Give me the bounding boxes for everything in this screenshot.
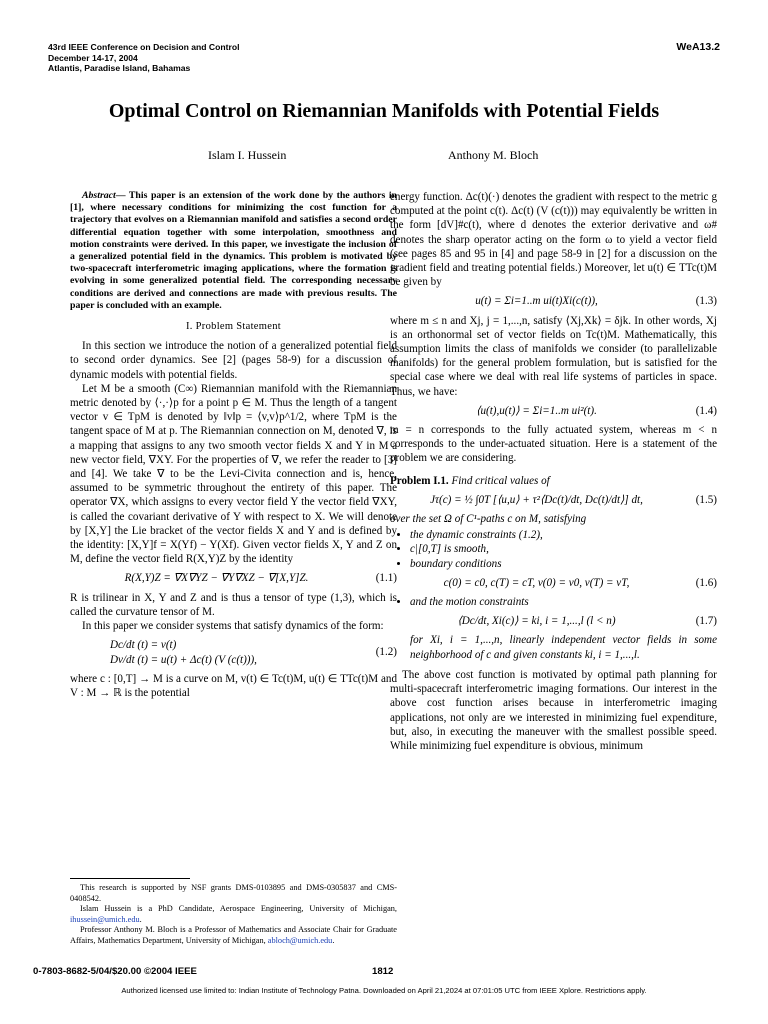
section-heading: I. Problem Statement [186,321,281,333]
equation-1-5 [390,493,717,507]
equation-number: (1.4) [695,404,717,417]
list-item: • boundary conditions [410,557,717,571]
abstract-text: — This paper is an extension of the work done by the authors in [1], where necessary conditions for minimizing the cost function for a trajectory that evolves on a Riemannian manifold and satisfies a second order differential equation together with some interpolation, smoothness and motion constraints were derived. In this paper, we investigate the inclusion of a generalized potential field in the dynamics. This problem is motivated by two-spacecraft interferometric imaging applications, where the formation is evolving in some generalized potential field. The corresponding necessary conditions are derived and connections are made with previous results. The paper is concluded with an example. [70,190,397,311]
footnote-funding: This research is supported by NSF grants DMS-0103895 and DMS-0305837 and CMS-0408542. [70,883,397,903]
paragraph-manifold: Let M be a smooth (C∞) Riemannian manifold with the Riemannian metric denoted by ⟨·,·⟩p for a point p ∈ M. Thus the length of a tangent vector v ∈ TpM is denoted by ‖v‖p = ⟨v,v⟩p^1/2, where TpM is the tangent space of M at p. The Riemannian connection on M, denoted ∇, is a mapping that assigns to any two smooth vector fields X and Y in M a new vector field, ∇XY. For the properties of ∇, we refer the reader to [3] and [4]. We take ∇ to be the Levi-Civita connection and is, hence, assumed to be symmetric throughout the entirety of this paper. The operator ∇X, which assigns to every vector field Y the vector field ∇XY, is called the covariant derivative of Y with respect to X. We will denote by [X,Y] the Lie bracket of the vector fields X and Y and is defined by the identity: [X,Y]f = X(Yf) − Y(Xf). Given vector fields X, Y and Z on M, define the vector field R(X,Y)Z by the identity [70,382,397,566]
list-item: • the dynamic constraints (1.2), [410,528,717,542]
conference-name: 43rd IEEE Conference on Decision and Control [48,42,240,52]
footnote-rule [70,878,190,879]
paragraph-energy: energy function. Δc(t)(·) denotes the gradient with respect to the metric g computed at the point c(t). Δc(t) (V (c(t))) may equivalently be written in the form [dV]#c(t), where d denotes the exterior derivative and ω# denotes the sharp operator acting on the form ω to yield a vector field (see pages 85 and 95 in [4] and page 58-9 in [2] for a discussion on the gradient field and treating potential fields.) Moreover, let u(t) ∈ TTc(t)M be given by [390,191,717,289]
equation-number: (1.7) [695,615,717,628]
constraint-list [390,528,717,571]
equation-1-4 [390,404,717,418]
equation-body: ⟨u(t),u(t)⟩ = Σi=1..m ui²(t). [476,404,597,417]
paragraph-curve: where c : [0,T] → M is a curve on M, v(t) ∈ Tc(t)M, u(t) ∈ TTc(t)M and V : M → ℝ is the potential [70,672,397,699]
equation-1-3 [390,294,717,308]
equation-1-7 [390,614,717,628]
problem-text: Find critical values of [451,474,550,487]
constraint-intro: over the set Ω of C¹-paths c on M, satisfying [390,513,587,526]
session-id: WeA13.2 [676,41,720,53]
author-bloch: Anthony M. Bloch [448,148,539,162]
email-link-hussein[interactable]: ihussein@umich.edu [70,914,140,924]
abstract [70,190,397,312]
conference-dates: December 14-17, 2004 [48,52,138,63]
isbn-copyright: 0-7803-8682-5/04/$20.00 ©2004 IEEE [33,966,197,977]
constraint-list-continued [390,595,717,609]
equation-line-b: Dv/dt (t) = u(t) + Δc(t) (V (c(t))), [110,653,257,666]
paragraph-dynamics: In this paper we consider systems that satisfy dynamics of the form: [82,620,384,633]
conference-location: Atlantis, Paradise Island, Bahamas [48,63,191,73]
equation-number: (1.3) [695,295,717,308]
problem-statement [390,474,717,488]
equation-number: (1.2) [375,646,397,659]
paragraph-motivation: The above cost function is motivated by optimal path planning for multi-spacecraft interferometric imaging formations. Our interest in the above cost function arises because in interferometric imaging applications, not only are we interested in minimizing fuel expenditure, but, also, in executing the maneuver with the smallest possible speed. While minimizing fuel expenditure is obvious, minimum [390,668,717,752]
paragraph-orthonormal: where m ≤ n and Xj, j = 1,...,n, satisfy ⟨Xj,Xk⟩ = δjk. In other words, Xj is an orthonormal set of vector fields on Tc(t)M. Mathematically, this assumption limits the class of manifolds we consider (to parallelizable manifolds) for the general problem formulation, but is satisfied for the special case where we deal with real life systems of particles in space. Thus, we have: [390,314,717,398]
paragraph-intro: In this section we introduce the notion of a generalized potential field to second order dynamics. See [2] (pages 58-9) for a discussion of dynamic models with potential fields. [70,340,397,381]
equation-number: (1.5) [695,493,717,506]
equation-body: c(0) = c0, c(T) = cT, v(0) = v0, v(T) = vT, [443,576,630,589]
equation-1-6 [390,576,717,590]
paragraph-curvature: R is trilinear in X, Y and Z and is thus a tensor of type (1,3), which is called the curvature tensor of M. [70,591,397,618]
equation-body: R(X,Y)Z = ∇X∇YZ − ∇Y∇XZ − ∇[X,Y]Z. [124,572,309,585]
page-number: 1812 [372,966,394,977]
equation-1-1 [70,571,397,585]
equation-body: Jτ(c) = ½ ∫0T [⟨u,u⟩ + τ²⟨Dc(t)/dt, Dc(t)/dt⟩] dt, [430,493,643,506]
conference-header [48,42,239,74]
author-hussein: Islam I. Hussein [208,148,287,162]
left-column [70,190,397,700]
list-item: • and the motion constraints [410,595,717,609]
license-notice: Authorized licensed use limited to: Indian Institute of Technology Patna. Downloaded on April 21,2024 at 07:01:05 UTC from IEEE Xplore. Restrictions apply. [121,986,647,995]
problem-label: Problem I.1. [390,474,449,487]
right-column [390,190,717,753]
footnote-hussein: Islam Hussein is a PhD Candidate, Aerospace Engineering, University of Michigan, ihussein@umich.edu. [70,904,397,924]
footnote-bloch: Professor Anthony M. Bloch is a Professor of Mathematics and Associate Chair for Graduate Affairs, Mathematics Department, University of Michigan, abloch@umich.edu. [70,925,397,945]
email-link-bloch[interactable]: abloch@umich.edu [267,935,333,945]
equation-number: (1.6) [695,576,717,589]
equation-1-2 [70,638,397,666]
paper-title: Optimal Control on Riemannian Manifolds with Potential Fields [108,100,660,122]
equation-body: ⟨Dc/dt, Xi(c)⟩ = ki, i = 1,...,l (l < n) [457,615,616,628]
equation-line-a: Dc/dt (t) = v(t) [110,639,177,652]
equation-number: (1.1) [375,572,397,585]
vector-fields-condition: for Xi, i = 1,...,n, linearly independent vector fields in some neighborhood of c and given constants ki, i = 1,...,l. [410,634,717,661]
paragraph-actuation: m = n corresponds to the fully actuated system, whereas m < n corresponds to the under-actuated situation. Here is a statement of the problem we are considering. [390,424,717,465]
equation-body: u(t) = Σi=1..m ui(t)Xi(c(t)), [475,295,598,308]
abstract-label: Abstract [82,190,116,201]
footnotes [70,878,397,946]
list-item: • c|[0,T] is smooth, [410,542,717,556]
